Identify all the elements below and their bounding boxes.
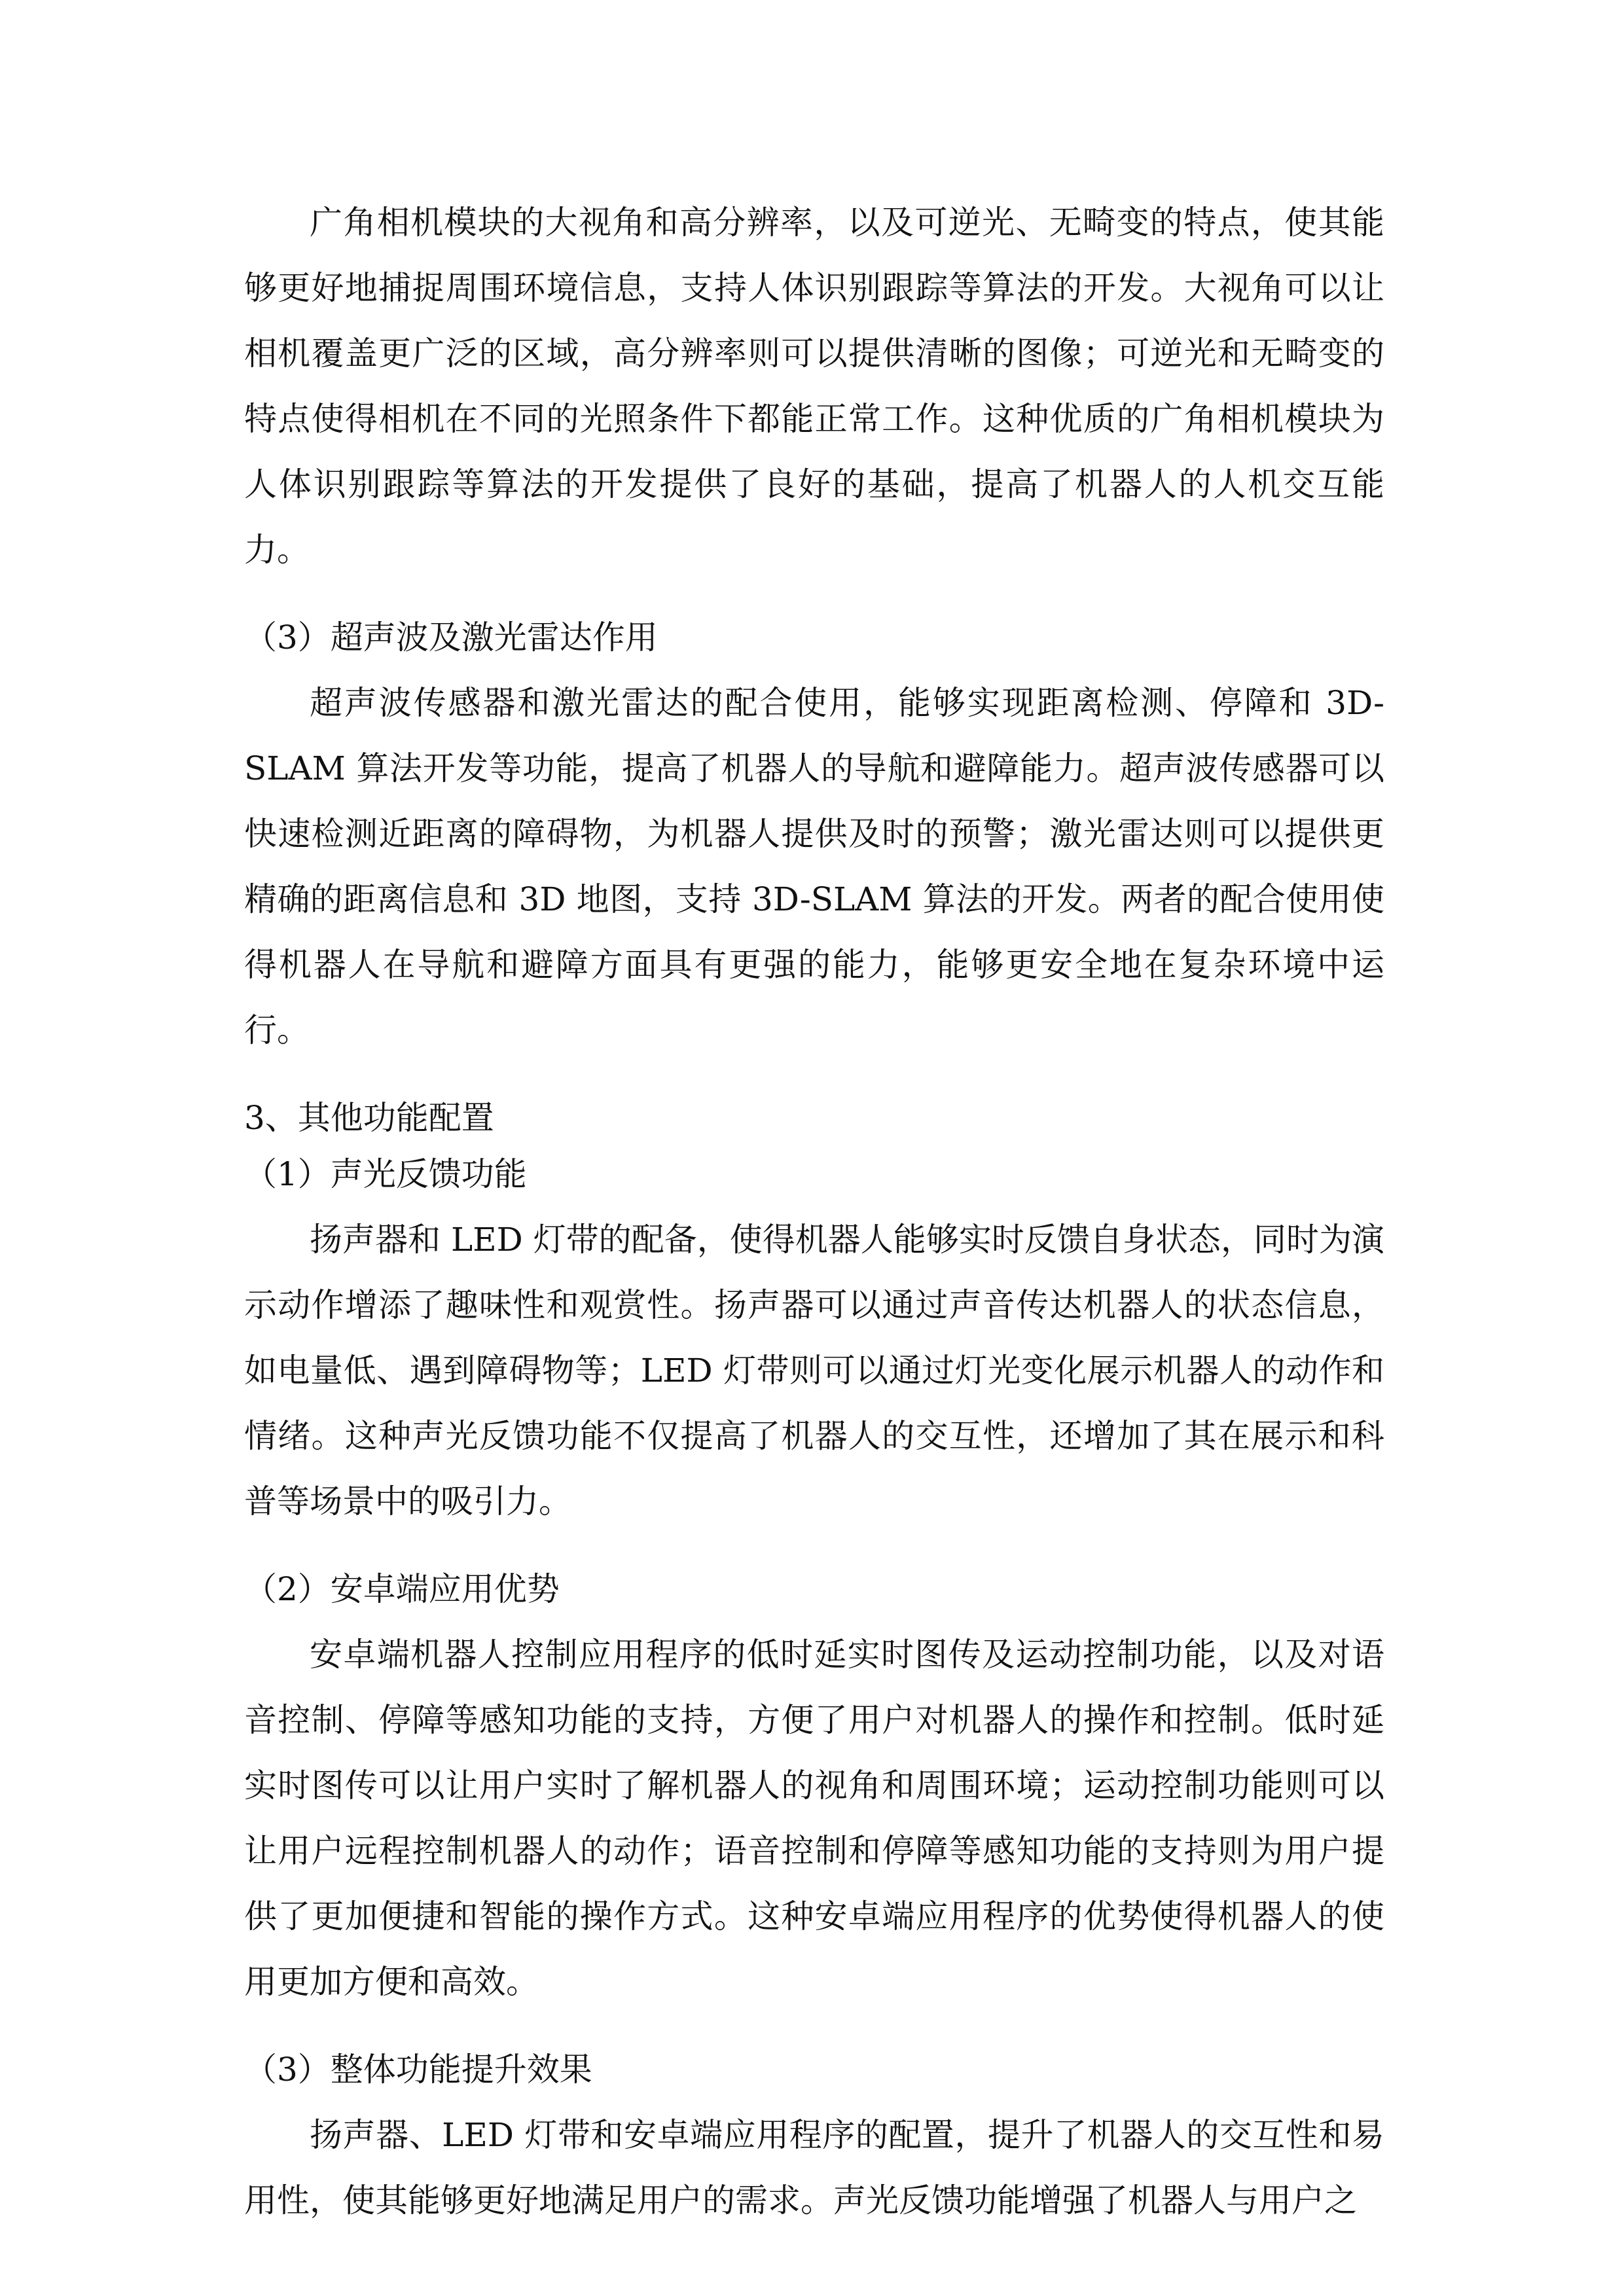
heading-android-app: （2）安卓端应用优势 [244, 1570, 560, 1608]
paragraph-overall-improvement: 扬声器、LED 灯带和安卓端应用程序的配置，提升了机器人的交互性和易用性，使其能够更好地满足用户的需求。声光反馈功能增强了机器人与用户之 [244, 2116, 1384, 2219]
paragraph-sound-light-feedback: 扬声器和 LED 灯带的配备，使得机器人能够实时反馈自身状态，同时为演示动作增添了趣味性和观赏性。扬声器可以通过声音传达机器人的状态信息，如电量低、遇到障碍物等；LED 灯带则可以通过灯光变化展示机器人的动作和情绪。这种声光反馈功能不仅提高了机器人的交互性，还增加了其在展示和科普等场景中的吸引力。 [244, 1221, 1384, 1520]
paragraph-wide-angle-camera: 广角相机模块的大视角和高分辨率，以及可逆光、无畸变的特点，使其能够更好地捕捉周围环境信息，支持人体识别跟踪等算法的开发。大视角可以让相机覆盖更广泛的区域，高分辨率则可以提供清晰的图像；可逆光和无畸变的特点使得相机在不同的光照条件下都能正常工作。这种优质的广角相机模块为人体识别跟踪等算法的开发提供了良好的基础，提高了机器人的人机交互能力。 [244, 204, 1384, 569]
heading-sound-light-feedback: （1）声光反馈功能 [244, 1155, 527, 1193]
heading-ultrasonic-lidar: （3）超声波及激光雷达作用 [244, 619, 658, 656]
heading-other-functions: 3、其他功能配置 [244, 1099, 494, 1137]
paragraph-ultrasonic-lidar: 超声波传感器和激光雷达的配合使用，能够实现距离检测、停障和 3D-SLAM 算法开发等功能，提高了机器人的导航和避障能力。超声波传感器可以快速检测近距离的障碍物，为机器人提供及时的预警；激光雷达则可以提供更精确的距离信息和 3D 地图，支持 3D-SLAM 算法的开发。两者的配合使用使得机器人在导航和避障方面具有更强的能力，能够更安全地在复杂环境中运行。 [244, 684, 1384, 1049]
paragraph-android-app: 安卓端机器人控制应用程序的低时延实时图传及运动控制功能，以及对语音控制、停障等感知功能的支持，方便了用户对机器人的操作和控制。低时延实时图传可以让用户实时了解机器人的视角和周围环境；运动控制功能则可以让用户远程控制机器人的动作；语音控制和停障等感知功能的支持则为用户提供了更加便捷和智能的操作方式。这种安卓端应用程序的优势使得机器人的使用更加方便和高效。 [244, 1636, 1384, 2001]
heading-overall-improvement: （3）整体功能提升效果 [244, 2051, 592, 2089]
document-body [244, 190, 1384, 2233]
